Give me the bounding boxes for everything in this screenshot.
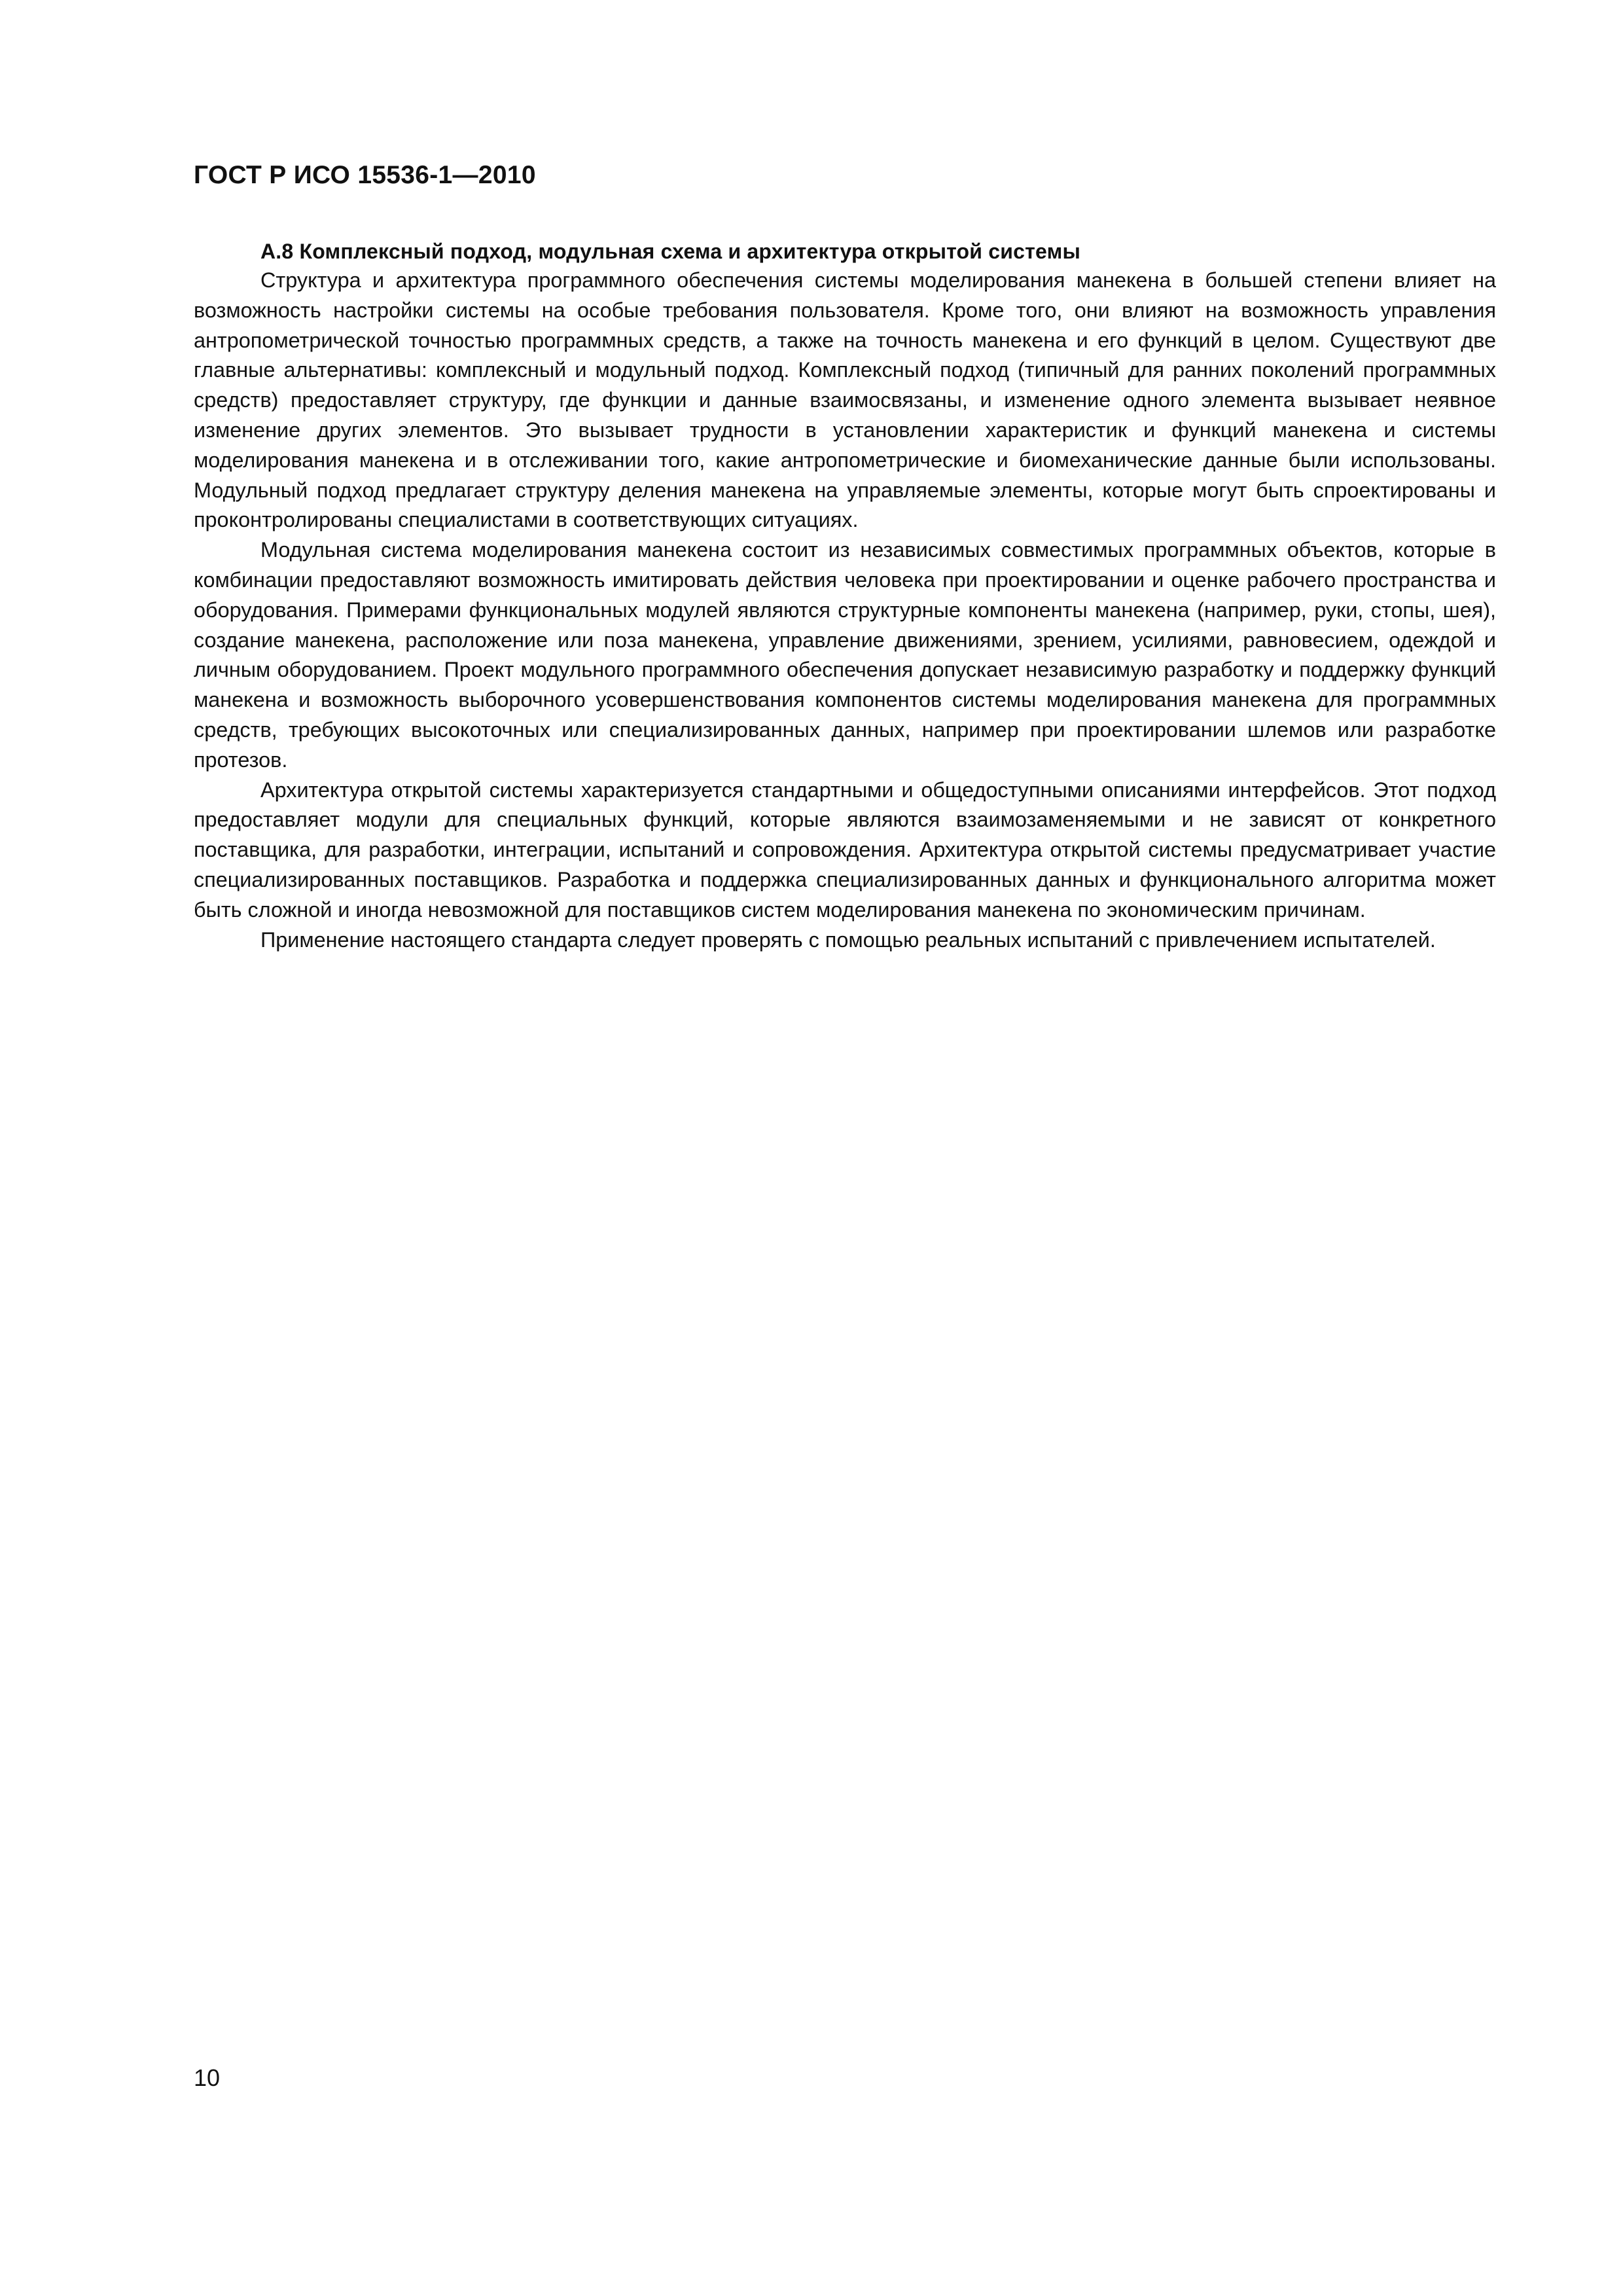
- paragraph-modular-system: Модульная система моделирования манекена состоит из независимых совместимых программных объектов, которые в комбинации предоставляют возможность имитировать действия человека при проектировании и оценке рабочего пространства и оборудования. Примерами функциональных модулей являются структурные компоненты манекена (например, руки, стопы, шея), создание манекена, расположение или поза манекена, управление движениями, зрением, усилиями, равновесием, одеждой и личным оборудованием. Проект модульного программного обеспечения допускает независимую разработку и поддержку функций манекена и возможность выборочного усовершенствования компонентов системы моделирования манекена для программных средств, требующих высокоточных или специализированных данных, например при проектировании шлемов или разработке протезов.: [194, 538, 1496, 772]
- document-id-header: ГОСТ Р ИСО 15536-1—2010: [194, 161, 536, 189]
- page-number: 10: [194, 2064, 221, 2091]
- section-title: А.8 Комплексный подход, модульная схема и архитектура открытой системы: [260, 240, 1080, 263]
- paragraph-open-architecture: Архитектура открытой системы характеризуется стандартными и общедоступными описаниями интерфейсов. Этот подход предоставляет модули для специальных функций, которые являются взаимозаменяемыми и не зависят от конкретного поставщика, для разработки, интеграции, испытаний и сопровождения. Архитектура открытой системы предусматривает участие специализированных поставщиков. Разработка и поддержка специализированных данных и функционального алгоритма может быть сложной и иногда невозможной для поставщиков систем моделирования манекена по экономическим причинам.: [194, 778, 1496, 922]
- paragraph-standard-application: Применение настоящего стандарта следует проверять с помощью реальных испытаний с привлечением испытателей.: [260, 927, 1436, 952]
- paragraph-integrated-approach: Структура и архитектура программного обеспечения системы моделирования манекена в большей степени влияет на возможность настройки системы на особые требования пользователя. Кроме того, они влияют на возможность управления антропометрической точностью программных средств, а также на точность манекена и его функций в целом. Существуют две главные альтернативы: комплексный и модульный подход. Комплексный подход (типичный для ранних поколений программных средств) предоставляет структуру, где функции и данные взаимосвязаны, и изменение одного элемента вызывает неявное изменение других элементов. Это вызывает трудности в установлении характеристик и функций манекена и системы моделирования манекена и в отслеживании того, какие антропометрические и биомеханические данные были использованы. Модульный подход предлагает структуру деления манекена на управляемые элементы, которые могут быть спроектированы и проконтролированы специалистами в соответствующих ситуациях.: [194, 268, 1496, 532]
- section-content: [194, 237, 1496, 955]
